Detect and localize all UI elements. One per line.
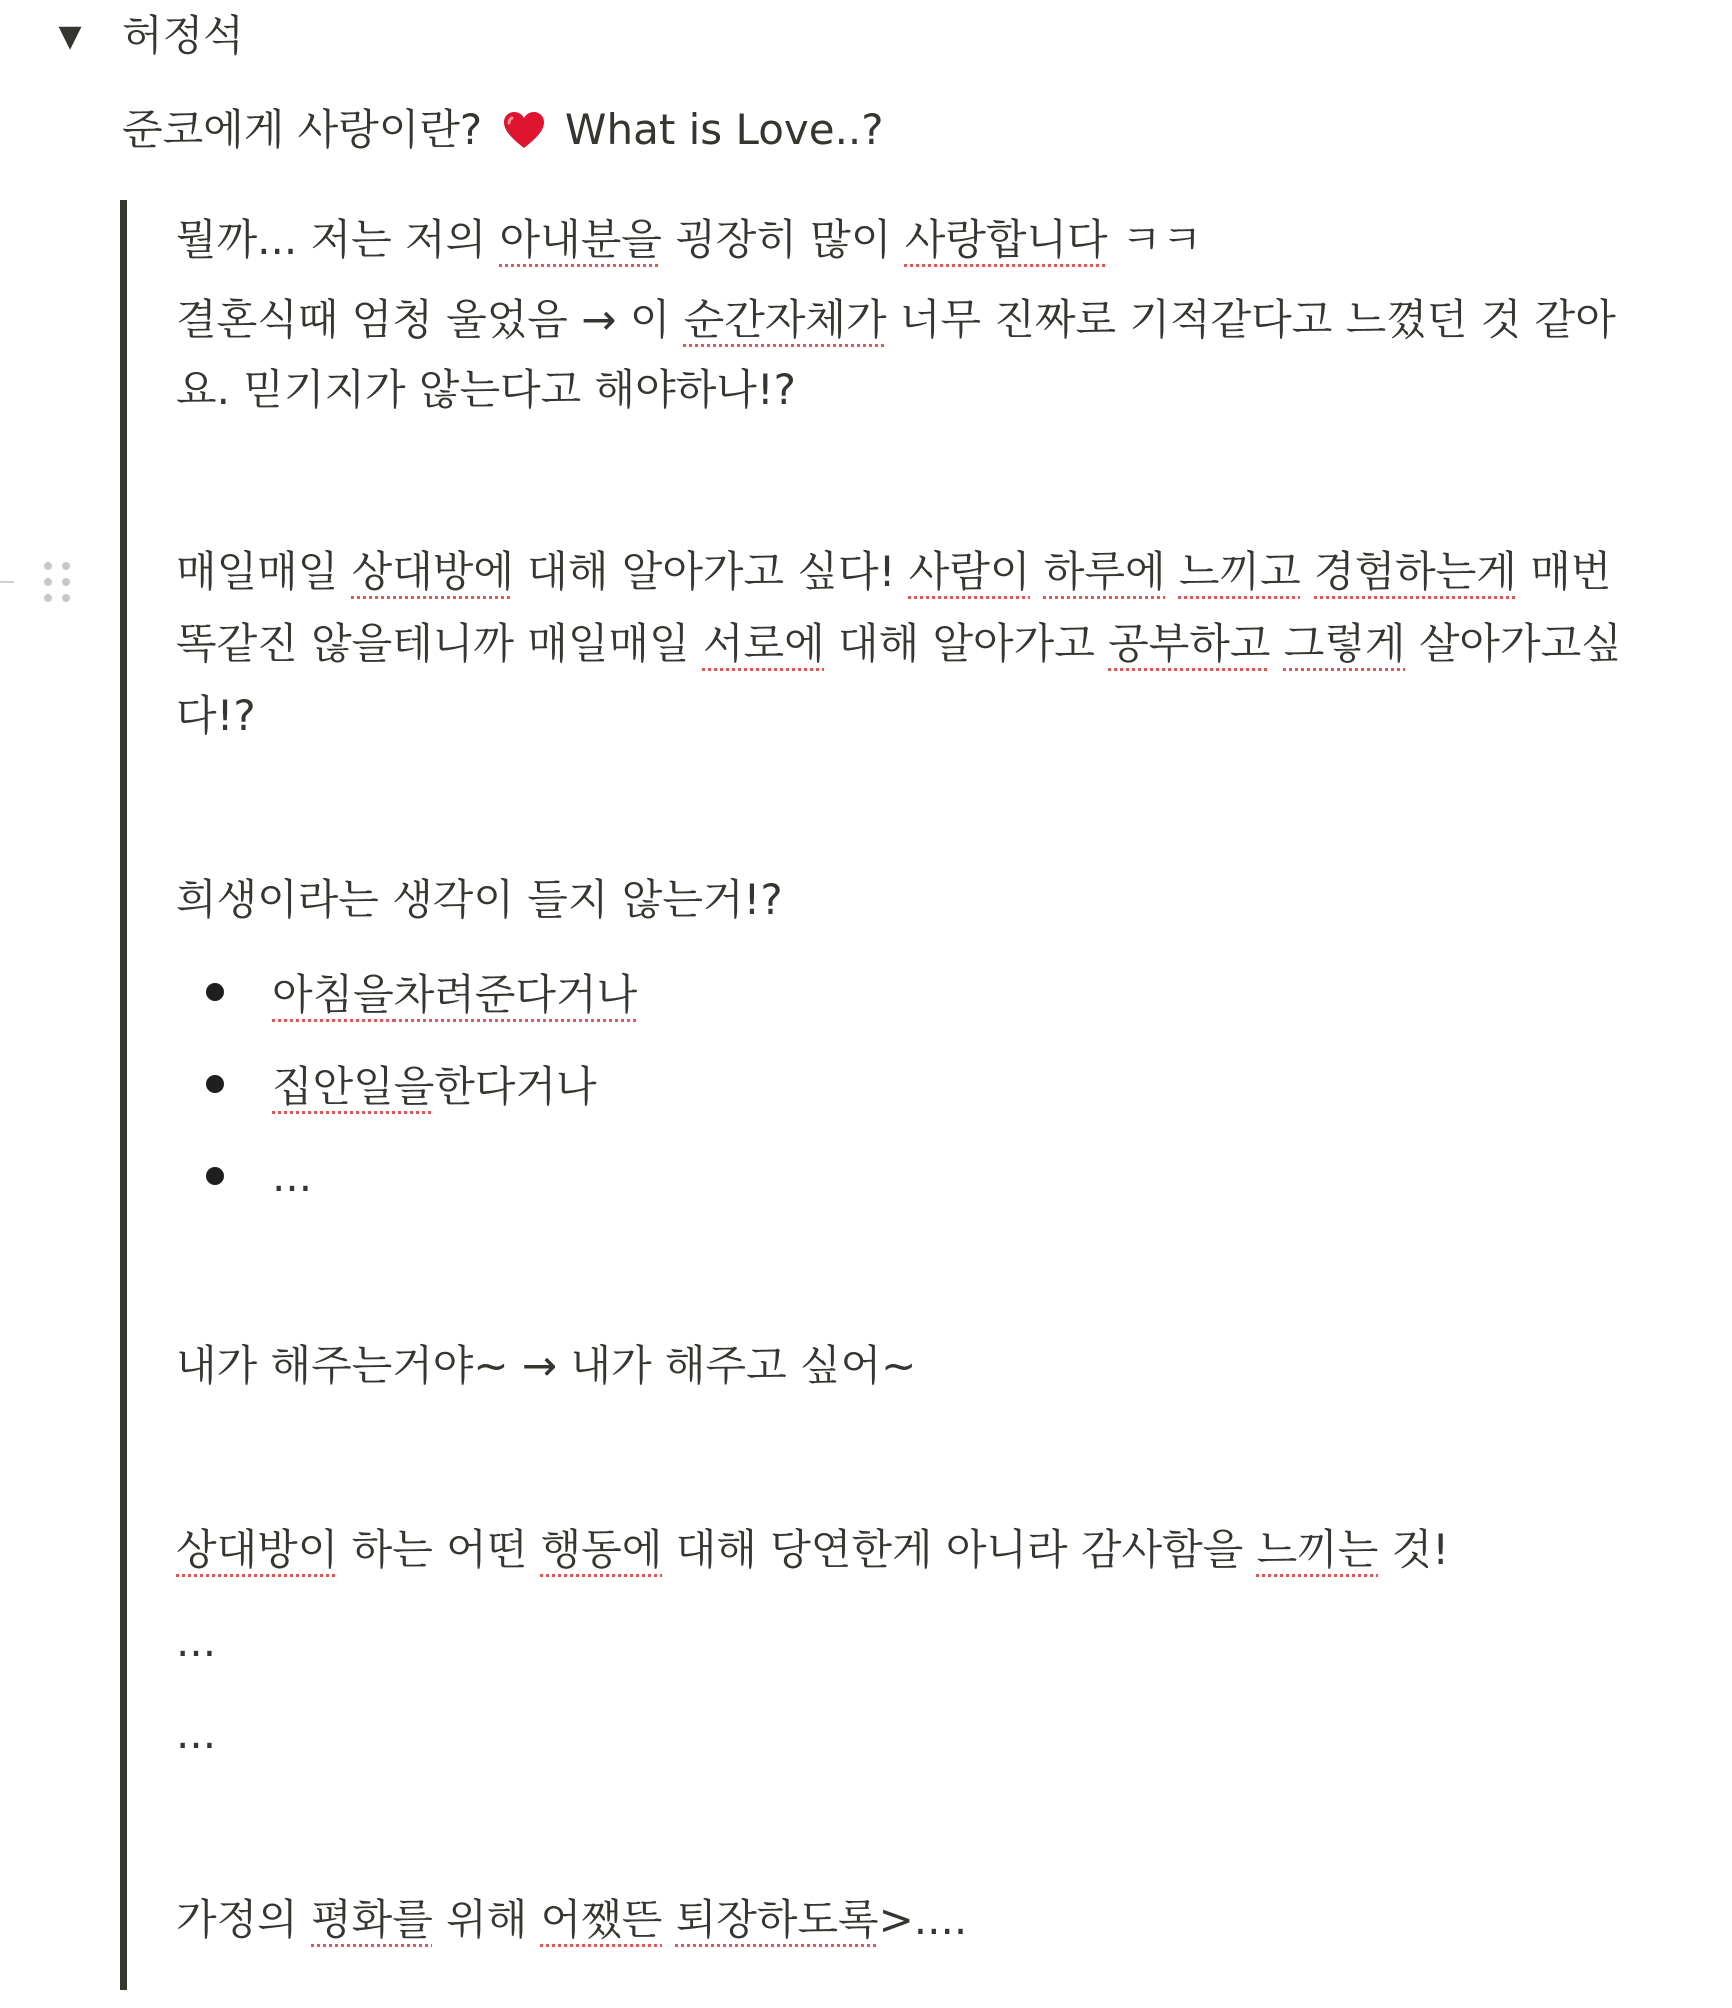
spellcheck-word: 순간자체가 [683,295,887,344]
text-span: 위해 [432,1895,541,1944]
toggle-header[interactable] [52,8,244,64]
spellcheck-word: 평화를 [311,1895,433,1944]
triangle-down-icon[interactable]: ▼ [58,18,82,54]
text-span: 결혼식때 엄청 울었음 → 이 [176,295,684,344]
spellcheck-word: 사람이 [908,547,1031,596]
spellcheck-word: 사랑합니다 [904,215,1108,264]
quote-paragraph-9[interactable] [176,1884,1666,1956]
quote-paragraph-7[interactable]: ... [176,1617,217,1666]
subtitle-before: 준코에게 사랑이란? [122,105,496,154]
quote-paragraph-2-line-1[interactable] [176,284,1666,356]
spellcheck-word: 아침을 [272,970,394,1019]
handle-dash [0,581,14,583]
text-span: ... [272,1151,313,1201]
spellcheck-word: 상대방이 [176,1525,339,1574]
subtitle-text[interactable] [122,100,884,160]
text-span [1270,619,1283,668]
text-span: 뭘까... 저는 저의 [176,215,500,264]
spellcheck-word: 상대방에 [351,547,514,596]
text-span [662,1895,675,1944]
spellcheck-word: 차려준다거나 [393,970,638,1019]
text-span: 가정의 [176,1895,312,1944]
quote-paragraph-4[interactable]: 희생이라는 생각이 들지 않는거!? [176,875,783,924]
quote-paragraph-6[interactable] [176,1514,1666,1586]
spellcheck-word: 퇴장하도록 [675,1895,879,1944]
text-span: 매번 [1516,547,1612,596]
spellcheck-word: 집안일을 [272,1062,435,1111]
bullet-item[interactable] [206,956,637,1028]
bullet-dot-icon [206,1167,224,1185]
spellcheck-word: 하루에 [1043,547,1166,596]
quote-paragraph-5[interactable]: 내가 해주는거야~ → 내가 해주고 싶어~ [176,1341,917,1390]
text-span: 너무 진짜로 기적같다고 느꼈던 것 같아 [886,295,1616,344]
spellcheck-word: 행동에 [540,1525,663,1574]
drag-handle-icon[interactable] [44,562,70,602]
text-span: 살아가고싶 [1405,619,1622,668]
text-span: 매일매일 [176,547,352,596]
quote-paragraph-3-line-3[interactable]: 다!? [176,691,256,740]
toggle-title[interactable]: 허정석 [122,11,244,60]
spellcheck-word: 어쨌뜬 [540,1895,663,1944]
quote-bar [120,200,127,1990]
quote-paragraph-3-line-1[interactable] [176,536,1666,608]
quote-paragraph-1[interactable] [176,204,1666,276]
text-span: 것! [1378,1525,1450,1574]
bullet-dot-icon [206,1075,224,1093]
bullet-item[interactable] [206,1140,312,1212]
text-span: 한다거나 [434,1062,597,1111]
text-span: 대해 알아가고 싶다! [513,547,909,596]
spellcheck-word: 느끼고 [1178,547,1301,596]
spellcheck-word: 그렇게 [1283,619,1406,668]
text-span [1301,547,1314,596]
text-span: ㅋㅋ [1107,215,1203,264]
spellcheck-word: 아내분을 [499,215,662,264]
text-span: >.... [878,1895,968,1944]
text-span: 하는 어떤 [338,1525,541,1574]
bullet-dot-icon [206,983,224,1001]
block-drag-handle[interactable] [0,558,80,606]
text-span: 대해 알아가고 [824,619,1109,668]
bullet-item[interactable] [206,1048,597,1120]
quote-paragraph-3-line-2[interactable] [176,608,1666,680]
text-span: 똑같진 않을테니까 매일매일 [176,619,703,668]
text-span [1030,547,1043,596]
subtitle-after: What is Love..? [551,105,884,154]
quote-paragraph-8[interactable]: ... [176,1709,217,1758]
text-span: 대해 당연한게 아니라 감사함을 [662,1525,1257,1574]
spellcheck-word: 느끼는 [1256,1525,1379,1574]
red-heart-icon [502,110,546,150]
spellcheck-word: 공부하고 [1108,619,1271,668]
text-span [1166,547,1179,596]
quote-paragraph-2-line-2[interactable]: 요. 믿기지가 않는다고 해야하나!? [176,365,796,414]
text-span: 굉장히 많이 [661,215,905,264]
spellcheck-word: 경험하는게 [1314,547,1517,596]
spellcheck-word: 서로에 [702,619,825,668]
